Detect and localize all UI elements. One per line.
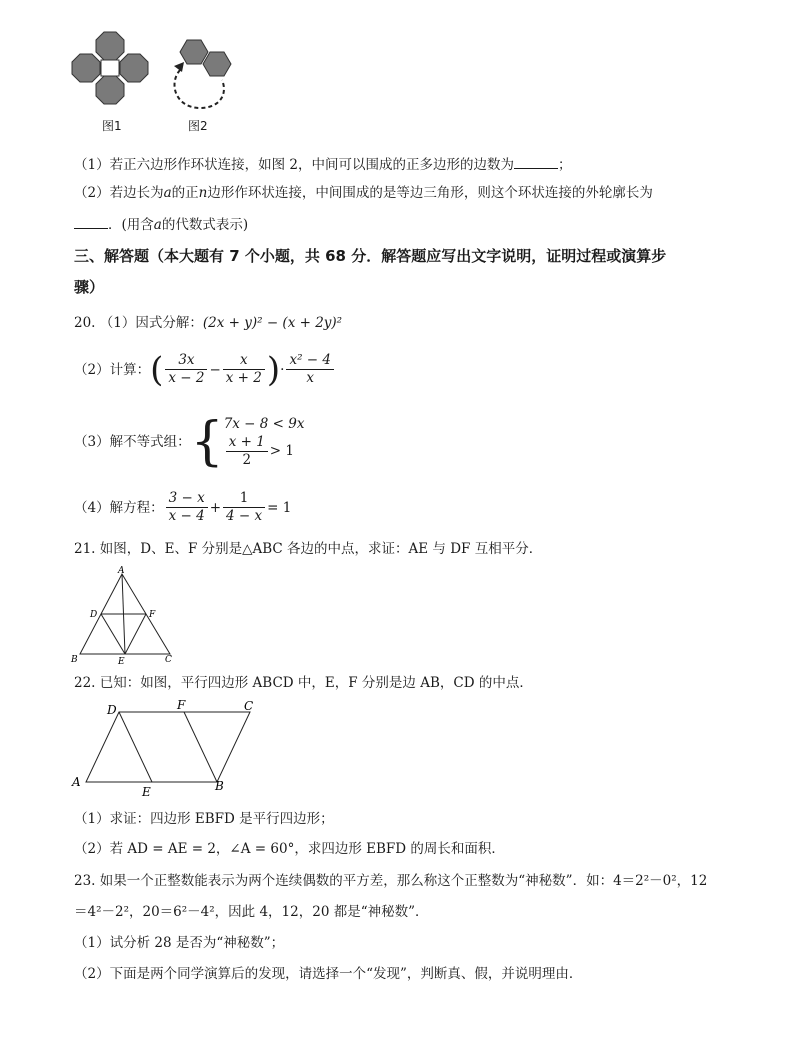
q20-part1	[74, 314, 342, 332]
label-f: F	[149, 610, 156, 620]
fraction	[223, 490, 265, 525]
numerator: 1	[223, 490, 265, 508]
q23-part2: （2）下面是两个同学演算后的发现，请选择一个“发现”，判断真、假，并说明理由．	[74, 966, 583, 982]
fraction	[223, 352, 265, 387]
left-brace: {	[190, 411, 224, 472]
octagon-right	[120, 54, 148, 82]
q22-part1: （1）求证：四边形 EBFD 是平行四边形；	[74, 811, 334, 827]
q20-part1-expression: (2x + y)² − (x + 2y)²	[202, 315, 343, 331]
q19-part1-end: ；	[557, 157, 572, 173]
fraction	[166, 490, 208, 525]
denominator: x − 4	[168, 508, 205, 524]
label-d: D	[90, 610, 98, 620]
operator: −	[209, 361, 221, 378]
label-b: B	[71, 655, 78, 665]
parallelogram-abcd	[86, 712, 250, 782]
figure-2-hexagon-ring	[166, 36, 240, 114]
var-n: n	[198, 185, 208, 201]
q19-part2-cont	[74, 214, 248, 234]
label-b: B	[215, 779, 224, 793]
q22-text: 22. 已知：如图，平行四边形 ABCD 中，E，F 分别是边 AB，CD 的中点．	[74, 675, 533, 691]
inequality-2	[224, 434, 305, 469]
q19-part2-text-d: ．(用含	[108, 217, 154, 233]
fraction	[165, 352, 207, 387]
operator: > 1	[269, 443, 294, 459]
segment-de	[101, 614, 125, 654]
label-a: A	[72, 775, 81, 789]
fraction	[226, 434, 268, 469]
q20-part2-label: （2）计算：	[74, 361, 151, 378]
q19-part2-text-a: （2）若边长为	[74, 185, 164, 201]
octagon-top	[96, 32, 124, 60]
left-paren: (	[150, 349, 164, 390]
octagon-bottom	[96, 76, 124, 104]
label-e: E	[118, 657, 125, 666]
section-3-heading-cont: 骤）	[74, 278, 105, 296]
q23-part1: （1）试分析 28 是否为“神秘数”；	[74, 935, 285, 951]
figure-1-caption: 图1	[102, 119, 122, 133]
label-c: C	[244, 699, 254, 713]
denominator: x + 2	[225, 370, 262, 386]
operator: +	[209, 499, 222, 516]
label-a: A	[118, 566, 125, 576]
numerator: 3x	[165, 352, 207, 370]
denominator: x − 2	[168, 370, 205, 386]
q19-part2	[74, 184, 653, 202]
numerator: x	[223, 352, 265, 370]
right-paren: )	[266, 349, 281, 390]
q20-part1-label: 20. （1）因式分解：	[74, 315, 203, 331]
denominator: 4 − x	[226, 508, 263, 524]
q19-part2-text-b: 的正	[171, 185, 199, 201]
q21-text: 21. 如图，D、E、F 分别是△ABC 各边的中点，求证：AE 与 DF 互相平分．	[74, 541, 543, 557]
q20-part3-label: （3）解不等式组：	[74, 433, 191, 450]
numerator: x + 1	[226, 434, 268, 452]
q22-part2: （2）若 AD = AE = 2，∠A = 60°，求四边形 EBFD 的周长和面积．	[74, 841, 505, 857]
segment-fb	[184, 712, 217, 782]
label-d: D	[107, 703, 117, 717]
q20-part3	[74, 411, 305, 472]
label-e: E	[142, 785, 151, 799]
figure-2-caption: 图2	[188, 119, 208, 133]
denominator: 2	[242, 452, 252, 468]
q23-text-cont: ＝4²－2²，20＝6²－4²，因此 4，12，20 都是“神秘数”．	[74, 904, 429, 920]
var-a: a	[153, 217, 162, 233]
operator: ·	[280, 361, 285, 378]
q19-part1-text: （1）若正六边形作环状连接，如图 2，中间可以围成的正多边形的边数为	[74, 157, 514, 173]
label-f: F	[177, 698, 186, 712]
q21-triangle-figure	[68, 566, 180, 666]
segment-fe	[125, 614, 146, 654]
q19-part1	[74, 154, 571, 174]
figure-1-octagon-ring	[70, 30, 152, 106]
var-a: a	[163, 185, 172, 201]
q20-part4-label: （4）解方程：	[74, 499, 164, 516]
hexagon-2	[203, 52, 231, 76]
numerator: 3 − x	[166, 490, 208, 508]
operator: = 1	[267, 499, 292, 516]
answer-blank	[514, 154, 558, 169]
q23-text: 23. 如果一个正整数能表示为两个连续偶数的平方差，那么称这个正整数为“神秘数”．如：4＝2²－0²，12	[74, 873, 708, 889]
answer-blank	[74, 214, 108, 229]
center-square	[101, 60, 119, 76]
q20-part4	[74, 490, 291, 525]
hexagon-1	[180, 40, 208, 64]
numerator: x² − 4	[286, 352, 334, 370]
label-c: C	[165, 655, 172, 665]
q22-parallelogram-figure	[64, 696, 264, 800]
fraction	[286, 352, 334, 387]
q20-part2	[74, 349, 336, 390]
octagon-left	[72, 54, 100, 82]
q19-part2-text-c: 边形作环状连接，中间围成的是等边三角形，则这个环状连接的外轮廓长为	[207, 185, 653, 201]
q19-part2-text-e: 的代数式表示)	[161, 217, 249, 233]
denominator: x	[306, 370, 315, 386]
segment-de	[119, 712, 152, 782]
section-3-heading: 三、解答题（本大题有 7 个小题，共 68 分．解答题应写出文字说明，证明过程或演算步	[74, 247, 667, 265]
inequality-system	[224, 414, 305, 469]
inequality-1: 7x − 8 < 9x	[223, 416, 305, 432]
